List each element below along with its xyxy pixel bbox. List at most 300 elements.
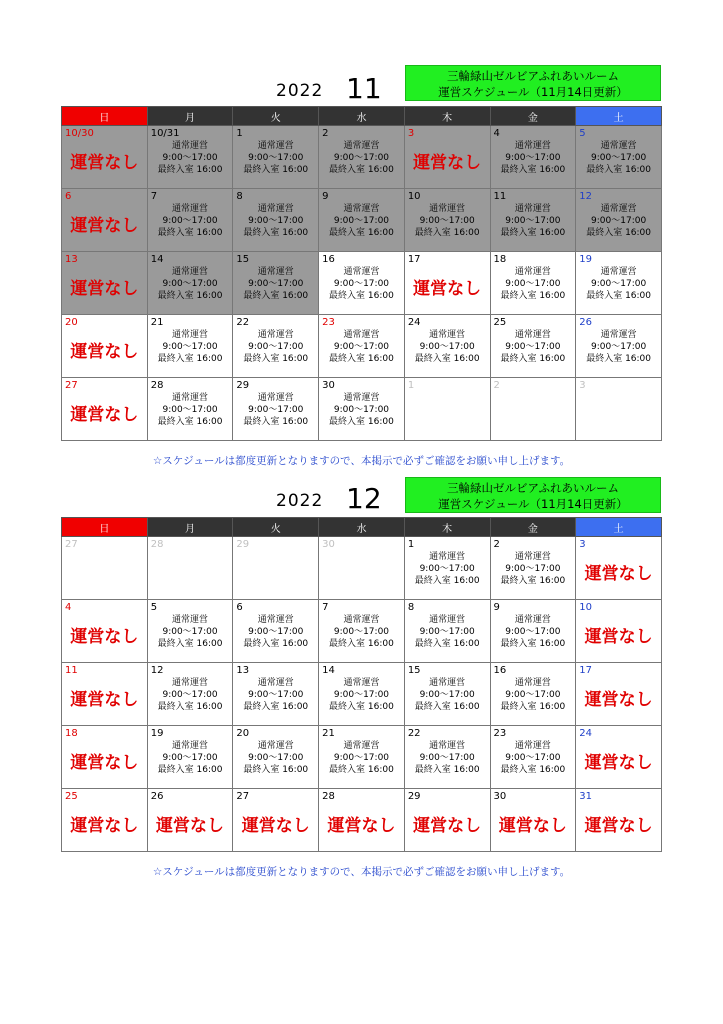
operating-line: 通常運営 (514, 204, 551, 214)
operating-line: 通常運営 (257, 267, 294, 277)
date-number: 30 (493, 791, 507, 802)
operating-line: 9:00～17:00 (162, 405, 218, 415)
day-cell (319, 663, 405, 726)
operating-line: 最終入室 16:00 (329, 228, 394, 238)
day-cell (490, 537, 576, 600)
operating-info (148, 266, 233, 302)
day-cell (62, 663, 148, 726)
date-number: 5 (579, 128, 586, 139)
day-cell (490, 789, 576, 852)
operating-line: 最終入室 16:00 (586, 228, 652, 238)
operating-line: 通常運営 (172, 267, 209, 277)
week-row (62, 126, 662, 189)
week-row (62, 189, 662, 252)
date-number: 17 (407, 254, 421, 265)
operating-info (148, 140, 233, 176)
date-number: 18 (493, 254, 507, 265)
date-number: 11 (65, 665, 78, 676)
operating-line: 通常運営 (600, 141, 637, 151)
day-cell (404, 252, 490, 315)
operating-line: 通常運営 (172, 615, 209, 625)
date-number: 6 (236, 602, 243, 613)
day-cell (490, 315, 576, 378)
date-number: 10/31 (150, 128, 180, 139)
date-number: 14 (322, 665, 335, 676)
date-number: 24 (579, 728, 592, 739)
operating-info (233, 329, 318, 365)
operating-line: 最終入室 16:00 (157, 165, 223, 175)
date-number: 1 (407, 539, 415, 550)
date-number: 3 (579, 539, 586, 550)
operating-info (319, 329, 404, 365)
operating-line: 9:00～17:00 (248, 279, 304, 289)
operating-line: 9:00～17:00 (505, 753, 561, 763)
operating-line: 9:00～17:00 (505, 216, 561, 226)
date-number: 22 (407, 728, 421, 739)
day-cell (147, 663, 233, 726)
operating-line: 最終入室 16:00 (586, 291, 652, 301)
date-number: 11 (493, 191, 507, 202)
day-cell (576, 315, 662, 378)
day-cell (147, 600, 233, 663)
date-number: 10 (407, 191, 421, 202)
operating-line: 最終入室 16:00 (329, 765, 394, 775)
operating-line: 最終入室 16:00 (157, 417, 223, 427)
operating-line: 最終入室 16:00 (500, 354, 566, 364)
closed-label: 運営なし (413, 279, 482, 299)
operating-line: 最終入室 16:00 (243, 639, 309, 649)
operating-info (319, 203, 404, 239)
date-number: 28 (150, 539, 164, 550)
operating-line: 最終入室 16:00 (243, 291, 309, 301)
operating-line: 通常運営 (514, 678, 551, 688)
operating-line: 最終入室 16:00 (243, 165, 309, 175)
weekday-header: 火 (233, 518, 319, 537)
operating-line: 最終入室 16:00 (243, 354, 309, 364)
day-cell (233, 600, 319, 663)
operating-line: 9:00～17:00 (505, 627, 561, 637)
operating-line: 9:00～17:00 (248, 216, 304, 226)
date-number: 4 (493, 128, 500, 139)
date-number: 9 (322, 191, 329, 202)
schedule-note: ☆スケジュールは都度更新となりますので、本掲示で必ずご確認をお願い申し上げます。 (152, 866, 571, 878)
operating-line: 最終入室 16:00 (500, 291, 566, 301)
operating-info (491, 203, 576, 239)
operating-line: 最終入室 16:00 (414, 639, 480, 649)
date-number: 16 (493, 665, 507, 676)
day-cell (319, 537, 405, 600)
operating-info (491, 140, 576, 176)
operating-line: 通常運営 (514, 552, 551, 562)
weekday-header: 月 (147, 107, 233, 126)
operating-line: 最終入室 16:00 (329, 702, 394, 712)
day-cell (233, 537, 319, 600)
title-line1: 三輪緑山ゼルビアふれあいルーム (447, 69, 619, 83)
week-row (62, 663, 662, 726)
week-row (62, 726, 662, 789)
day-cell (62, 537, 148, 600)
operating-line: 通常運営 (257, 615, 294, 625)
date-number: 12 (579, 191, 592, 202)
operating-info (491, 329, 576, 365)
date-number: 27 (65, 539, 78, 550)
date-number: 28 (322, 791, 335, 802)
operating-info (576, 140, 661, 176)
operating-info (491, 740, 576, 776)
operating-info (233, 203, 318, 239)
operating-line: 9:00～17:00 (333, 153, 390, 163)
closed-label: 運営なし (584, 627, 653, 647)
operating-line: 最終入室 16:00 (586, 165, 652, 175)
closed-label: 運営なし (241, 816, 310, 836)
operating-line: 通常運営 (429, 741, 466, 751)
weekday-header: 日 (62, 518, 148, 537)
operating-line: 9:00～17:00 (505, 690, 561, 700)
operating-line: 最終入室 16:00 (500, 702, 566, 712)
day-cell (62, 600, 148, 663)
date-number: 2 (322, 128, 329, 139)
date-number: 19 (579, 254, 592, 265)
operating-line: 通常運営 (514, 330, 551, 340)
day-cell (147, 378, 233, 441)
date-number: 9 (493, 602, 500, 613)
operating-line: 通常運営 (343, 678, 380, 688)
operating-line: 9:00～17:00 (419, 216, 475, 226)
date-number: 1 (236, 128, 243, 139)
title-line1: 三輪緑山ゼルビアふれあいルーム (447, 481, 619, 495)
day-cell (233, 315, 319, 378)
date-number: 19 (150, 728, 164, 739)
operating-line: 最終入室 16:00 (414, 576, 480, 586)
operating-line: 9:00～17:00 (591, 342, 647, 352)
operating-line: 通常運営 (600, 330, 637, 340)
day-cell (576, 126, 662, 189)
day-cell (147, 126, 233, 189)
schedule-note: ☆スケジュールは都度更新となりますので、本掲示で必ずご確認をお願い申し上げます。 (152, 455, 571, 467)
date-number: 17 (579, 665, 592, 676)
week-row (62, 378, 662, 441)
day-cell (147, 252, 233, 315)
closed-label: 運営なし (70, 216, 139, 236)
operating-line: 通常運営 (343, 267, 380, 277)
day-cell (62, 789, 148, 852)
operating-line: 9:00～17:00 (162, 627, 218, 637)
day-cell (576, 600, 662, 663)
operating-line: 最終入室 16:00 (157, 291, 223, 301)
day-cell (147, 315, 233, 378)
date-number: 3 (407, 128, 415, 139)
day-cell (490, 663, 576, 726)
operating-line: 9:00～17:00 (162, 216, 218, 226)
operating-info (233, 677, 318, 713)
operating-line: 9:00～17:00 (333, 405, 390, 415)
date-number: 20 (65, 317, 78, 328)
operating-info (576, 203, 661, 239)
operating-line: 最終入室 16:00 (243, 765, 309, 775)
operating-info (405, 677, 490, 713)
day-cell (576, 789, 662, 852)
date-number: 7 (150, 191, 158, 202)
operating-line: 9:00～17:00 (419, 690, 475, 700)
year-label: 2022 (276, 81, 324, 101)
operating-line: 通常運営 (514, 141, 551, 151)
title-line2: 運営スケジュール（11月14日更新） (438, 85, 628, 99)
closed-label: 運営なし (584, 753, 653, 773)
closed-label: 運営なし (70, 627, 139, 647)
week-row (62, 252, 662, 315)
date-number: 1 (407, 380, 415, 391)
day-cell (576, 378, 662, 441)
operating-line: 最終入室 16:00 (329, 639, 394, 649)
operating-line: 最終入室 16:00 (329, 417, 394, 427)
operating-info (233, 392, 318, 428)
operating-line: 通常運営 (172, 204, 209, 214)
operating-line: 通常運営 (257, 393, 294, 403)
day-cell (62, 252, 148, 315)
date-number: 29 (236, 380, 250, 391)
day-cell (490, 189, 576, 252)
date-number: 22 (236, 317, 250, 328)
date-number: 7 (322, 602, 329, 613)
day-cell (490, 726, 576, 789)
week-row (62, 600, 662, 663)
operating-line: 最終入室 16:00 (414, 228, 480, 238)
operating-line: 9:00～17:00 (505, 279, 561, 289)
day-cell (62, 378, 148, 441)
day-cell (404, 663, 490, 726)
operating-info (148, 614, 233, 650)
operating-line: 最終入室 16:00 (500, 228, 566, 238)
title-box (405, 477, 661, 513)
operating-line: 最終入室 16:00 (157, 702, 223, 712)
operating-line: 通常運営 (257, 141, 294, 151)
operating-info (319, 614, 404, 650)
operating-info (491, 551, 576, 587)
day-cell (576, 189, 662, 252)
date-number: 27 (236, 791, 250, 802)
date-number: 27 (65, 380, 78, 391)
day-cell (319, 252, 405, 315)
operating-line: 9:00～17:00 (333, 342, 390, 352)
day-cell (147, 726, 233, 789)
operating-line: 9:00～17:00 (505, 342, 561, 352)
day-cell (404, 537, 490, 600)
calendar-table (61, 517, 662, 852)
closed-label: 運営なし (413, 153, 482, 173)
operating-line: 9:00～17:00 (419, 627, 475, 637)
operating-line: 9:00～17:00 (591, 153, 647, 163)
date-number: 14 (150, 254, 164, 265)
operating-line: 9:00～17:00 (591, 216, 647, 226)
operating-line: 最終入室 16:00 (500, 576, 566, 586)
operating-line: 通常運営 (343, 615, 380, 625)
day-cell (233, 663, 319, 726)
operating-info (405, 614, 490, 650)
operating-line: 最終入室 16:00 (243, 417, 309, 427)
operating-info (405, 551, 490, 587)
date-number: 2 (493, 539, 500, 550)
title-box (405, 65, 661, 101)
operating-line: 最終入室 16:00 (329, 354, 394, 364)
closed-label: 運営なし (584, 690, 653, 710)
operating-info (319, 740, 404, 776)
week-row (62, 537, 662, 600)
day-cell (62, 126, 148, 189)
year-label: 2022 (276, 491, 324, 511)
operating-line: 9:00～17:00 (333, 627, 390, 637)
closed-label: 運営なし (70, 816, 139, 836)
date-number: 25 (493, 317, 507, 328)
weekday-header: 月 (147, 518, 233, 537)
closed-label: 運営なし (70, 153, 139, 173)
day-cell (404, 315, 490, 378)
date-number: 31 (579, 791, 592, 802)
operating-line: 最終入室 16:00 (243, 228, 309, 238)
operating-line: 最終入室 16:00 (414, 354, 480, 364)
closed-label: 運営なし (498, 816, 567, 836)
operating-line: 最終入室 16:00 (329, 291, 394, 301)
operating-line: 9:00～17:00 (505, 153, 561, 163)
operating-line: 通常運営 (429, 615, 466, 625)
title-line2: 運営スケジュール（11月14日更新） (438, 497, 628, 511)
date-number: 29 (236, 539, 250, 550)
weekday-header: 木 (404, 518, 490, 537)
operating-info (148, 677, 233, 713)
day-cell (319, 726, 405, 789)
operating-info (233, 140, 318, 176)
operating-info (148, 392, 233, 428)
operating-line: 9:00～17:00 (248, 342, 304, 352)
operating-info (491, 614, 576, 650)
closed-label: 運営なし (413, 816, 482, 836)
operating-info (319, 266, 404, 302)
operating-line: 最終入室 16:00 (329, 165, 394, 175)
closed-label: 運営なし (584, 816, 653, 836)
operating-line: 9:00～17:00 (162, 753, 218, 763)
day-cell (490, 378, 576, 441)
date-number: 10 (579, 602, 592, 613)
day-cell (319, 126, 405, 189)
operating-line: 9:00～17:00 (419, 753, 475, 763)
day-cell (319, 378, 405, 441)
operating-info (233, 740, 318, 776)
operating-line: 最終入室 16:00 (243, 702, 309, 712)
day-cell (233, 789, 319, 852)
operating-line: 最終入室 16:00 (500, 639, 566, 649)
operating-line: 通常運営 (429, 552, 466, 562)
day-cell (576, 252, 662, 315)
date-number: 5 (150, 602, 158, 613)
closed-label: 運営なし (70, 405, 139, 425)
date-number: 30 (322, 539, 335, 550)
operating-line: 9:00～17:00 (505, 564, 561, 574)
date-number: 18 (65, 728, 78, 739)
date-number: 16 (322, 254, 335, 265)
week-row (62, 789, 662, 852)
operating-line: 9:00～17:00 (248, 690, 304, 700)
operating-info (148, 203, 233, 239)
weekday-header: 土 (576, 518, 662, 537)
day-cell (147, 537, 233, 600)
day-cell (404, 726, 490, 789)
operating-line: 最終入室 16:00 (586, 354, 652, 364)
operating-line: 9:00～17:00 (419, 564, 475, 574)
weekday-header: 土 (576, 107, 662, 126)
date-number: 28 (150, 380, 164, 391)
operating-line: 9:00～17:00 (419, 342, 475, 352)
closed-label: 運営なし (156, 816, 225, 836)
operating-line: 9:00～17:00 (162, 153, 218, 163)
operating-line: 通常運営 (172, 393, 209, 403)
operating-line: 最終入室 16:00 (157, 765, 223, 775)
date-number: 26 (150, 791, 164, 802)
operating-line: 9:00～17:00 (333, 279, 390, 289)
operating-line: 通常運営 (257, 678, 294, 688)
date-number: 3 (579, 380, 586, 391)
operating-info (233, 614, 318, 650)
month-label: 11 (346, 72, 382, 105)
operating-info (319, 140, 404, 176)
operating-line: 9:00～17:00 (162, 690, 218, 700)
day-cell (233, 189, 319, 252)
operating-line: 通常運営 (343, 204, 380, 214)
date-number: 8 (236, 191, 243, 202)
operating-line: 9:00～17:00 (162, 342, 218, 352)
day-cell (404, 789, 490, 852)
operating-line: 9:00～17:00 (248, 405, 304, 415)
operating-line: 通常運営 (514, 615, 551, 625)
operating-line: 9:00～17:00 (333, 690, 390, 700)
operating-line: 通常運営 (343, 393, 380, 403)
weekday-header: 日 (62, 107, 148, 126)
operating-info (148, 740, 233, 776)
operating-info (576, 329, 661, 365)
operating-line: 通常運営 (514, 267, 551, 277)
operating-info (319, 392, 404, 428)
operating-info (405, 329, 490, 365)
date-number: 24 (407, 317, 421, 328)
operating-line: 通常運営 (343, 741, 380, 751)
weekday-header: 木 (404, 107, 490, 126)
date-number: 23 (493, 728, 507, 739)
operating-line: 通常運営 (600, 267, 637, 277)
operating-line: 通常運営 (343, 141, 380, 151)
closed-label: 運営なし (327, 816, 396, 836)
day-cell (233, 252, 319, 315)
closed-label: 運営なし (70, 279, 139, 299)
date-number: 13 (236, 665, 250, 676)
closed-label: 運営なし (584, 564, 653, 584)
operating-line: 通常運営 (172, 330, 209, 340)
operating-line: 通常運営 (257, 741, 294, 751)
operating-line: 通常運営 (257, 330, 294, 340)
date-number: 30 (322, 380, 335, 391)
operating-info (405, 740, 490, 776)
weekday-header: 火 (233, 107, 319, 126)
day-cell (233, 378, 319, 441)
date-number: 26 (579, 317, 592, 328)
date-number: 25 (65, 791, 78, 802)
day-cell (576, 726, 662, 789)
operating-line: 最終入室 16:00 (414, 765, 480, 775)
day-cell (404, 378, 490, 441)
operating-line: 通常運営 (429, 330, 466, 340)
weekday-header: 金 (490, 518, 576, 537)
day-cell (147, 789, 233, 852)
month-label: 12 (346, 482, 382, 515)
operating-line: 通常運営 (429, 678, 466, 688)
operating-info (405, 203, 490, 239)
